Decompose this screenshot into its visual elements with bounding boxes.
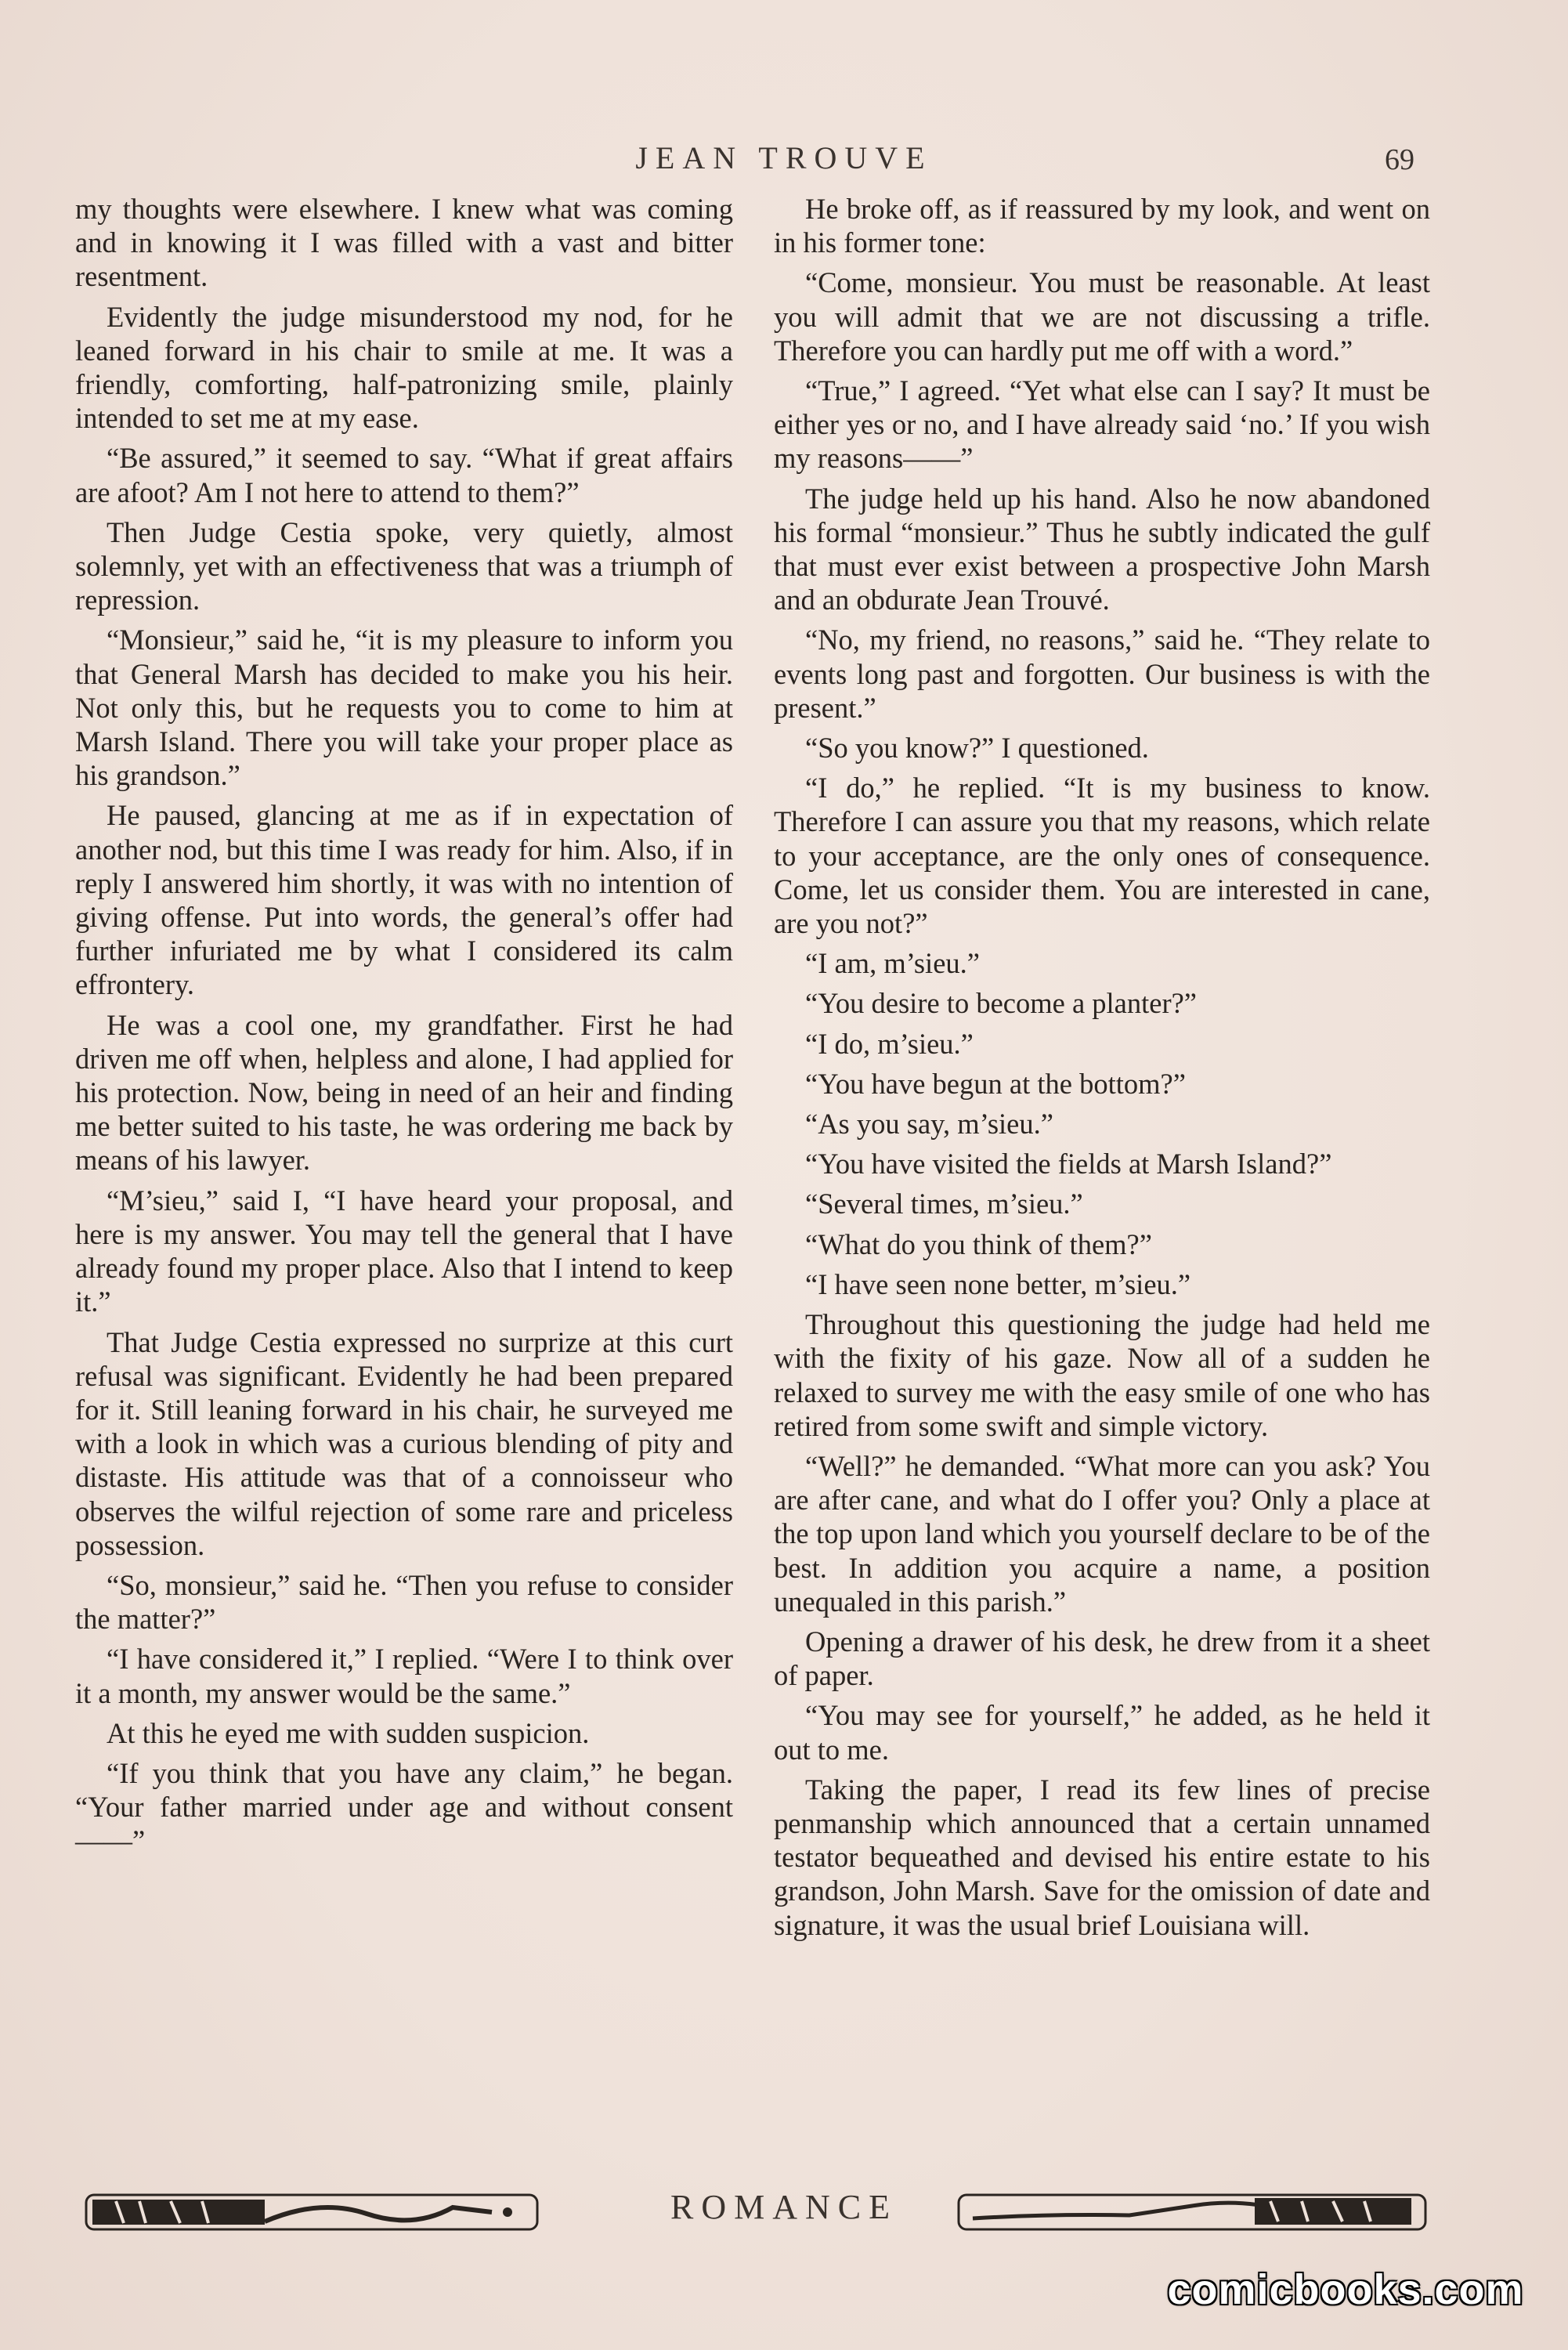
page-footer	[0, 2184, 1568, 2247]
paragraph: “What do you think of them?”	[805, 1227, 1152, 1260]
paragraph: He paused, glancing at me as if in expectation of another nod, but this time I was ready for him. Also, if in reply I answered him shortly, it was with no intention of giving offense. Put into words, the general’s offer had further infuriated me by what I considered its calm effrontery.	[75, 799, 733, 1001]
paragraph: my thoughts were elsewhere. I knew what was coming and in knowing it I was filled with a vast and bitter resentment.	[75, 193, 733, 293]
right-ornament-icon	[957, 2190, 1427, 2234]
paragraph: “So you know?” I questioned.	[805, 732, 1149, 765]
paragraph: “So, monsieur,” said he. “Then you refuse to consider the matter?”	[75, 1568, 733, 1636]
paragraph: Evidently the judge misunderstood my nod, for he leaned forward in his chair to smile at me. It was a friendly, comforting, half-patronizing smile, plainly intended to set me at my ease.	[75, 300, 733, 435]
paragraph: “I have considered it,” I replied. “Were I to think over it a month, my answer would be the same.”	[75, 1643, 733, 1709]
paragraph: He broke off, as if reassured by my look, and went on in his former tone:	[774, 193, 1430, 259]
paragraph: “I do,” he replied. “It is my business to know. Therefore I can assure you that my reasons, which relate to your acceptance, are the only ones of consequence. Come, let us consider them. You are interested in cane, are you not?”	[774, 772, 1430, 940]
paragraph: “You have visited the fields at Marsh Island?”	[805, 1148, 1332, 1180]
paragraph: At this he eyed me with sudden suspicion.	[107, 1716, 590, 1749]
magazine-title: ROMANCE	[670, 2188, 898, 2226]
paragraph: “Be assured,” it seemed to say. “What if great affairs are afoot? Am I not here to attend to them?”	[75, 442, 733, 508]
paragraph: “You have begun at the bottom?”	[805, 1067, 1186, 1100]
paragraph: “Well?” he demanded. “What more can you ask? You are after cane, and what do I offer you? Only a place at the top upon land which you yourself declare to be of the best. In addition you acquire a name, a position unequaled in this parish.”	[774, 1449, 1430, 1618]
paragraph: Then Judge Cestia spoke, very quietly, almost solemnly, yet with an effectiveness that was a triumph of repression.	[75, 515, 733, 616]
paragraph: “No, my friend, no reasons,” said he. “They relate to events long past and forgotten. Our business is with the present.”	[774, 624, 1430, 724]
paragraph: “You may see for yourself,” he added, as he held it out to me.	[774, 1699, 1430, 1766]
paragraph: Throughout this questioning the judge had held me with the fixity of his gaze. Now all of a sudden he relaxed to survey me with the easy smile of one who has retired from some swift and simple victory.	[774, 1308, 1430, 1442]
paragraph: “If you think that you have any claim,” he began. “Your father married under age and without consent——”	[75, 1756, 733, 1857]
right-column	[774, 192, 1430, 1948]
paragraph: “Come, monsieur. You must be reasonable. At least you will admit that we are not discussing a trifle. Therefore you can hardly put me off with a word.”	[774, 266, 1430, 367]
paragraph: “You desire to become a planter?”	[805, 987, 1198, 1020]
page-number: 69	[1385, 143, 1414, 176]
paragraph: That Judge Cestia expressed no surprize at this curt refusal was significant. Evidently he had been prepared for it. Still leaning forward in his chair, he surveyed me with a look in which was a curious blending of pity and distaste. His attitude was that of a connoisseur who observes the wilful rejection of some rare and priceless possession.	[75, 1325, 733, 1561]
paragraph: “M’sieu,” said I, “I have heard your proposal, and here is my answer. You may tell the general that I have already found my proper place. Also that I intend to keep it.”	[75, 1184, 733, 1318]
running-title: JEAN TROUVE	[635, 140, 933, 175]
paragraph: “As you say, m’sieu.”	[805, 1108, 1053, 1141]
paragraph: The judge held up his hand. Also he now abandoned his formal “monsieur.” Thus he subtly indicated the gulf that must ever exist between a prospective John Marsh and an obdurate Jean Trouvé.	[774, 482, 1430, 616]
paragraph: “Several times, m’sieu.”	[805, 1188, 1083, 1220]
paragraph: He was a cool one, my grandfather. First he had driven me off when, helpless and alone, I had applied for his protection. Now, being in need of an heir and finding me better suited to his taste, he was ordering me back by means of his lawyer.	[75, 1008, 733, 1177]
paragraph: Opening a drawer of his desk, he drew from it a sheet of paper.	[774, 1625, 1430, 1692]
paragraph: “I have seen none better, m’sieu.”	[805, 1267, 1191, 1300]
paragraph: “I do, m’sieu.”	[805, 1027, 974, 1060]
left-column	[75, 192, 733, 1864]
paragraph: “I am, m’sieu.”	[805, 947, 980, 980]
paragraph: Taking the paper, I read its few lines of precise penmanship which announced that a certain unnamed testator bequeathed and devised his entire estate to his grandson, John Marsh. Save for the omission of date and signature, it was the usual brief Louisiana will.	[774, 1773, 1430, 1941]
paragraph: “Monsieur,” said he, “it is my pleasure to inform you that General Marsh has decided to make you his heir. Not only this, but he requests you to come to him at Marsh Island. There you will take your proper place as his grandson.”	[75, 624, 733, 792]
watermark: comicbooks.com	[1167, 2266, 1524, 2313]
paragraph: “True,” I agreed. “Yet what else can I say? It must be either yes or no, and I have already said ‘no.’ If you wish my reasons——”	[774, 374, 1430, 475]
